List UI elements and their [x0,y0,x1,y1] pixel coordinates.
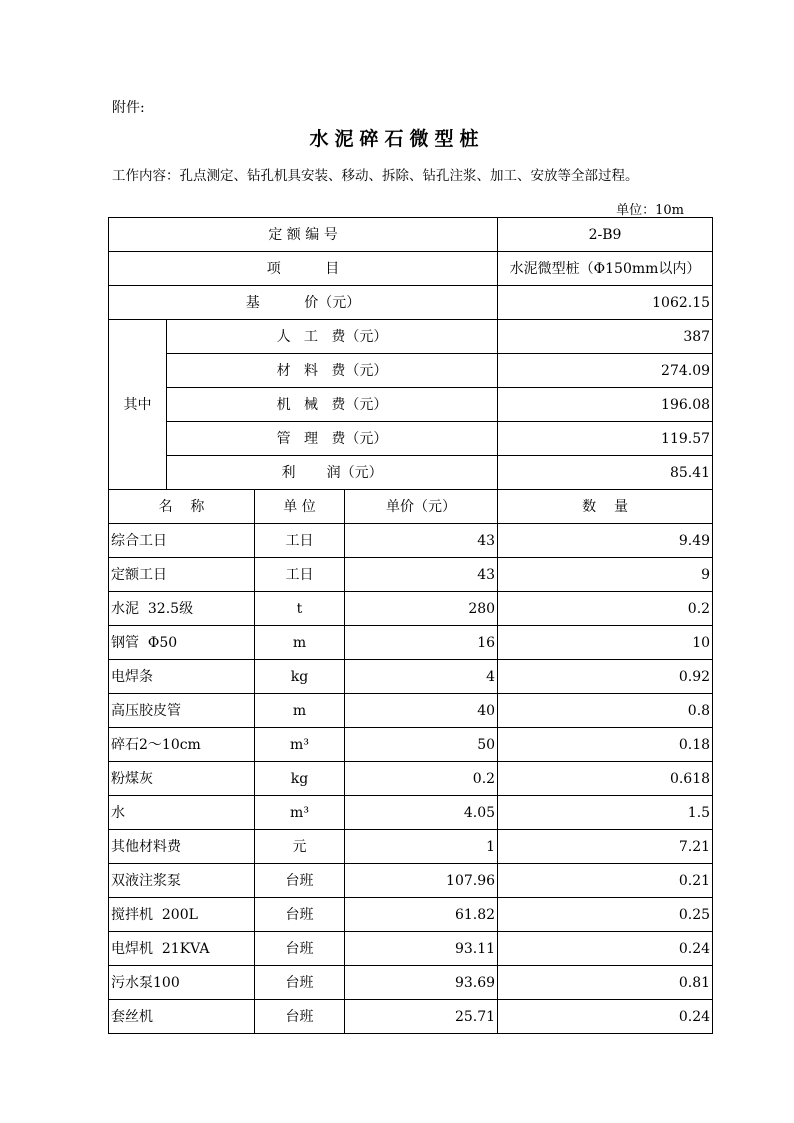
resource-name: 粉煤灰 [109,762,255,796]
unit-label: 单位：10m [616,203,684,218]
resource-unit-price: 25.71 [345,1000,498,1034]
component-value: 85.41 [498,456,713,490]
item-label: 项 目 [109,252,498,286]
resource-name: 碎石2～10cm [109,728,255,762]
column-header-row [109,490,713,524]
resource-unit: t [255,592,345,626]
table-row [109,898,713,932]
table-row [109,762,713,796]
resource-quantity: 0.18 [498,728,713,762]
resource-name: 定额工日 [109,558,255,592]
table-row [109,864,713,898]
component-label: 利 润（元） [167,456,498,490]
resource-unit: m³ [255,796,345,830]
component-value: 196.08 [498,388,713,422]
resource-name: 其他材料费 [109,830,255,864]
item-value: 水泥微型桩（Φ150mm以内） [498,252,713,286]
table-row [109,728,713,762]
resource-name: 搅拌机 200L [109,898,255,932]
component-row [109,388,713,422]
resource-name: 双液注浆泵 [109,864,255,898]
resource-quantity: 10 [498,626,713,660]
component-row [109,422,713,456]
resource-unit-price: 4.05 [345,796,498,830]
resource-unit: 台班 [255,932,345,966]
resource-unit: m [255,626,345,660]
resource-quantity: 9.49 [498,524,713,558]
resource-unit: 台班 [255,966,345,1000]
resource-quantity: 0.8 [498,694,713,728]
resource-unit: 工日 [255,524,345,558]
component-label: 管 理 费（元） [167,422,498,456]
resource-name: 水 [109,796,255,830]
component-label: 材 料 费（元） [167,354,498,388]
resource-quantity: 0.92 [498,660,713,694]
component-label: 机 械 费（元） [167,388,498,422]
item-row [109,252,713,286]
quota-number-row [109,218,713,252]
table-row [109,592,713,626]
resource-unit-price: 16 [345,626,498,660]
resource-quantity: 0.24 [498,1000,713,1034]
table-row [109,1000,713,1034]
resource-unit-price: 93.11 [345,932,498,966]
resource-quantity: 0.81 [498,966,713,1000]
resource-quantity: 9 [498,558,713,592]
table-row [109,694,713,728]
resource-quantity: 0.24 [498,932,713,966]
table-row [109,558,713,592]
resource-name: 电焊机 21KVA [109,932,255,966]
base-price-value: 1062.15 [498,286,713,320]
resource-name: 钢管 Φ50 [109,626,255,660]
column-header-unit: 单 位 [255,490,345,524]
resource-unit-price: 1 [345,830,498,864]
resource-name: 水泥 32.5级 [109,592,255,626]
resource-unit-price: 43 [345,558,498,592]
resource-unit-price: 93.69 [345,966,498,1000]
attachment-label: 附件: [112,100,145,116]
resource-quantity: 0.21 [498,864,713,898]
component-label: 人 工 费（元） [167,320,498,354]
among-label: 其中 [109,320,167,490]
resource-name: 污水泵100 [109,966,255,1000]
resource-unit: 台班 [255,1000,345,1034]
resource-unit-price: 0.2 [345,762,498,796]
document-title: 水泥碎石微型桩 [309,128,485,150]
quota-table [108,217,713,1034]
resource-unit: 台班 [255,864,345,898]
base-price-row [109,286,713,320]
quota-number-value: 2-B9 [498,218,713,252]
resource-quantity: 0.618 [498,762,713,796]
resource-unit: kg [255,660,345,694]
table-row [109,966,713,1000]
table-row [109,660,713,694]
resource-unit-price: 4 [345,660,498,694]
resource-unit-price: 50 [345,728,498,762]
resource-name: 高压胶皮管 [109,694,255,728]
table-row [109,796,713,830]
column-header-quantity: 数 量 [498,490,713,524]
resource-unit: kg [255,762,345,796]
resource-quantity: 0.2 [498,592,713,626]
resource-unit-price: 107.96 [345,864,498,898]
resource-name: 综合工日 [109,524,255,558]
component-value: 119.57 [498,422,713,456]
resource-unit-price: 280 [345,592,498,626]
component-row [109,354,713,388]
table-row [109,626,713,660]
table-row [109,830,713,864]
column-header-unit-price: 单价（元） [345,490,498,524]
component-value: 274.09 [498,354,713,388]
resource-unit-price: 61.82 [345,898,498,932]
resource-unit: 工日 [255,558,345,592]
quota-number-label: 定 额 编 号 [109,218,498,252]
component-row [109,320,713,354]
resource-name: 套丝机 [109,1000,255,1034]
resource-quantity: 0.25 [498,898,713,932]
resource-name: 电焊条 [109,660,255,694]
component-value: 387 [498,320,713,354]
base-price-label: 基 价（元） [109,286,498,320]
table-row [109,524,713,558]
resource-unit: m [255,694,345,728]
work-content: 工作内容：孔点测定、钻孔机具安装、移动、拆除、钻孔注浆、加工、安放等全部过程。 [112,168,639,184]
resource-unit: 元 [255,830,345,864]
resource-unit: 台班 [255,898,345,932]
resource-quantity: 7.21 [498,830,713,864]
component-row [109,456,713,490]
column-header-name: 名 称 [109,490,255,524]
table-row [109,932,713,966]
resource-quantity: 1.5 [498,796,713,830]
resource-unit-price: 43 [345,524,498,558]
resource-unit: m³ [255,728,345,762]
resource-unit-price: 40 [345,694,498,728]
